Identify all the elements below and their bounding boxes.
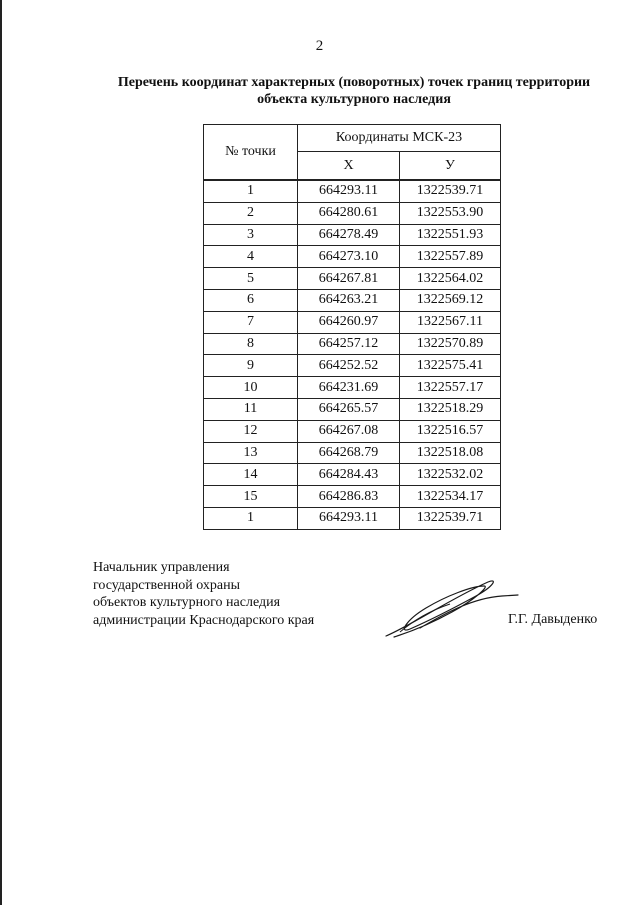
coordinates-table-body [204, 180, 501, 529]
table-row [204, 355, 501, 377]
table-row [204, 507, 501, 529]
header-point-number: № точки [204, 125, 298, 181]
cell-x: 664280.61 [298, 202, 400, 224]
cell-x: 664263.21 [298, 289, 400, 311]
cell-x: 664278.49 [298, 224, 400, 246]
table-row [204, 289, 501, 311]
cell-x: 664268.79 [298, 442, 400, 464]
table-row [204, 202, 501, 224]
table-row [204, 311, 501, 333]
signatory-position-line-2: государственной охраны [93, 577, 241, 593]
cell-point-number: 8 [204, 333, 298, 355]
document-title-line-2: объекта культурного наследия [257, 92, 451, 107]
signatory-name: Г.Г. Давыденко [508, 612, 598, 627]
table-row [204, 420, 501, 442]
cell-y: 1322569.12 [400, 289, 501, 311]
cell-point-number: 15 [204, 486, 298, 508]
table-row [204, 398, 501, 420]
cell-x: 664293.11 [298, 507, 400, 529]
table-row [204, 464, 501, 486]
cell-y: 1322539.71 [400, 180, 501, 202]
header-x: X [298, 152, 400, 181]
page-edge [0, 0, 2, 905]
table-row [204, 224, 501, 246]
cell-point-number: 10 [204, 377, 298, 399]
cell-y: 1322557.17 [400, 377, 501, 399]
cell-point-number: 2 [204, 202, 298, 224]
table-row [204, 377, 501, 399]
cell-point-number: 14 [204, 464, 298, 486]
document-title-line-1: Перечень координат характерных (поворотных) точек границ территории [117, 75, 591, 90]
cell-y: 1322539.71 [400, 507, 501, 529]
cell-point-number: 13 [204, 442, 298, 464]
cell-point-number: 12 [204, 420, 298, 442]
cell-point-number: 1 [204, 180, 298, 202]
cell-x: 664231.69 [298, 377, 400, 399]
cell-y: 1322551.93 [400, 224, 501, 246]
cell-point-number: 11 [204, 398, 298, 420]
cell-y: 1322567.11 [400, 311, 501, 333]
table-row [204, 180, 501, 202]
cell-x: 664252.52 [298, 355, 400, 377]
table-row [204, 486, 501, 508]
table-row [204, 268, 501, 290]
cell-point-number: 1 [204, 507, 298, 529]
cell-point-number: 7 [204, 311, 298, 333]
cell-y: 1322534.17 [400, 486, 501, 508]
cell-y: 1322532.02 [400, 464, 501, 486]
cell-y: 1322518.08 [400, 442, 501, 464]
document-title [70, 74, 638, 108]
cell-y: 1322575.41 [400, 355, 501, 377]
cell-y: 1322518.29 [400, 398, 501, 420]
signatory-position-line-3: объектов культурного наследия [93, 595, 281, 610]
cell-y: 1322553.90 [400, 202, 501, 224]
signatory-position-line-1: Начальник управления [93, 560, 230, 575]
signature-block [93, 559, 314, 629]
cell-x: 664267.08 [298, 420, 400, 442]
page-number: 2 [315, 38, 324, 54]
cell-x: 664293.11 [298, 180, 400, 202]
cell-y: 1322570.89 [400, 333, 501, 355]
cell-x: 664286.83 [298, 486, 400, 508]
signatory-position-line-4: администрации Краснодарского края [93, 612, 315, 628]
cell-point-number: 9 [204, 355, 298, 377]
cell-point-number: 6 [204, 289, 298, 311]
cell-x: 664267.81 [298, 268, 400, 290]
cell-point-number: 3 [204, 224, 298, 246]
table-row [204, 442, 501, 464]
coordinates-table [203, 124, 501, 530]
handwritten-signature [380, 574, 520, 644]
header-y: У [400, 152, 501, 181]
cell-x: 664273.10 [298, 246, 400, 268]
cell-y: 1322564.02 [400, 268, 501, 290]
cell-x: 664284.43 [298, 464, 400, 486]
cell-x: 664260.97 [298, 311, 400, 333]
table-row [204, 246, 501, 268]
cell-x: 664257.12 [298, 333, 400, 355]
cell-point-number: 4 [204, 246, 298, 268]
table-row [204, 333, 501, 355]
cell-y: 1322557.89 [400, 246, 501, 268]
cell-y: 1322516.57 [400, 420, 501, 442]
header-coordinates-group: Координаты МСК-23 [298, 125, 501, 152]
cell-x: 664265.57 [298, 398, 400, 420]
cell-point-number: 5 [204, 268, 298, 290]
